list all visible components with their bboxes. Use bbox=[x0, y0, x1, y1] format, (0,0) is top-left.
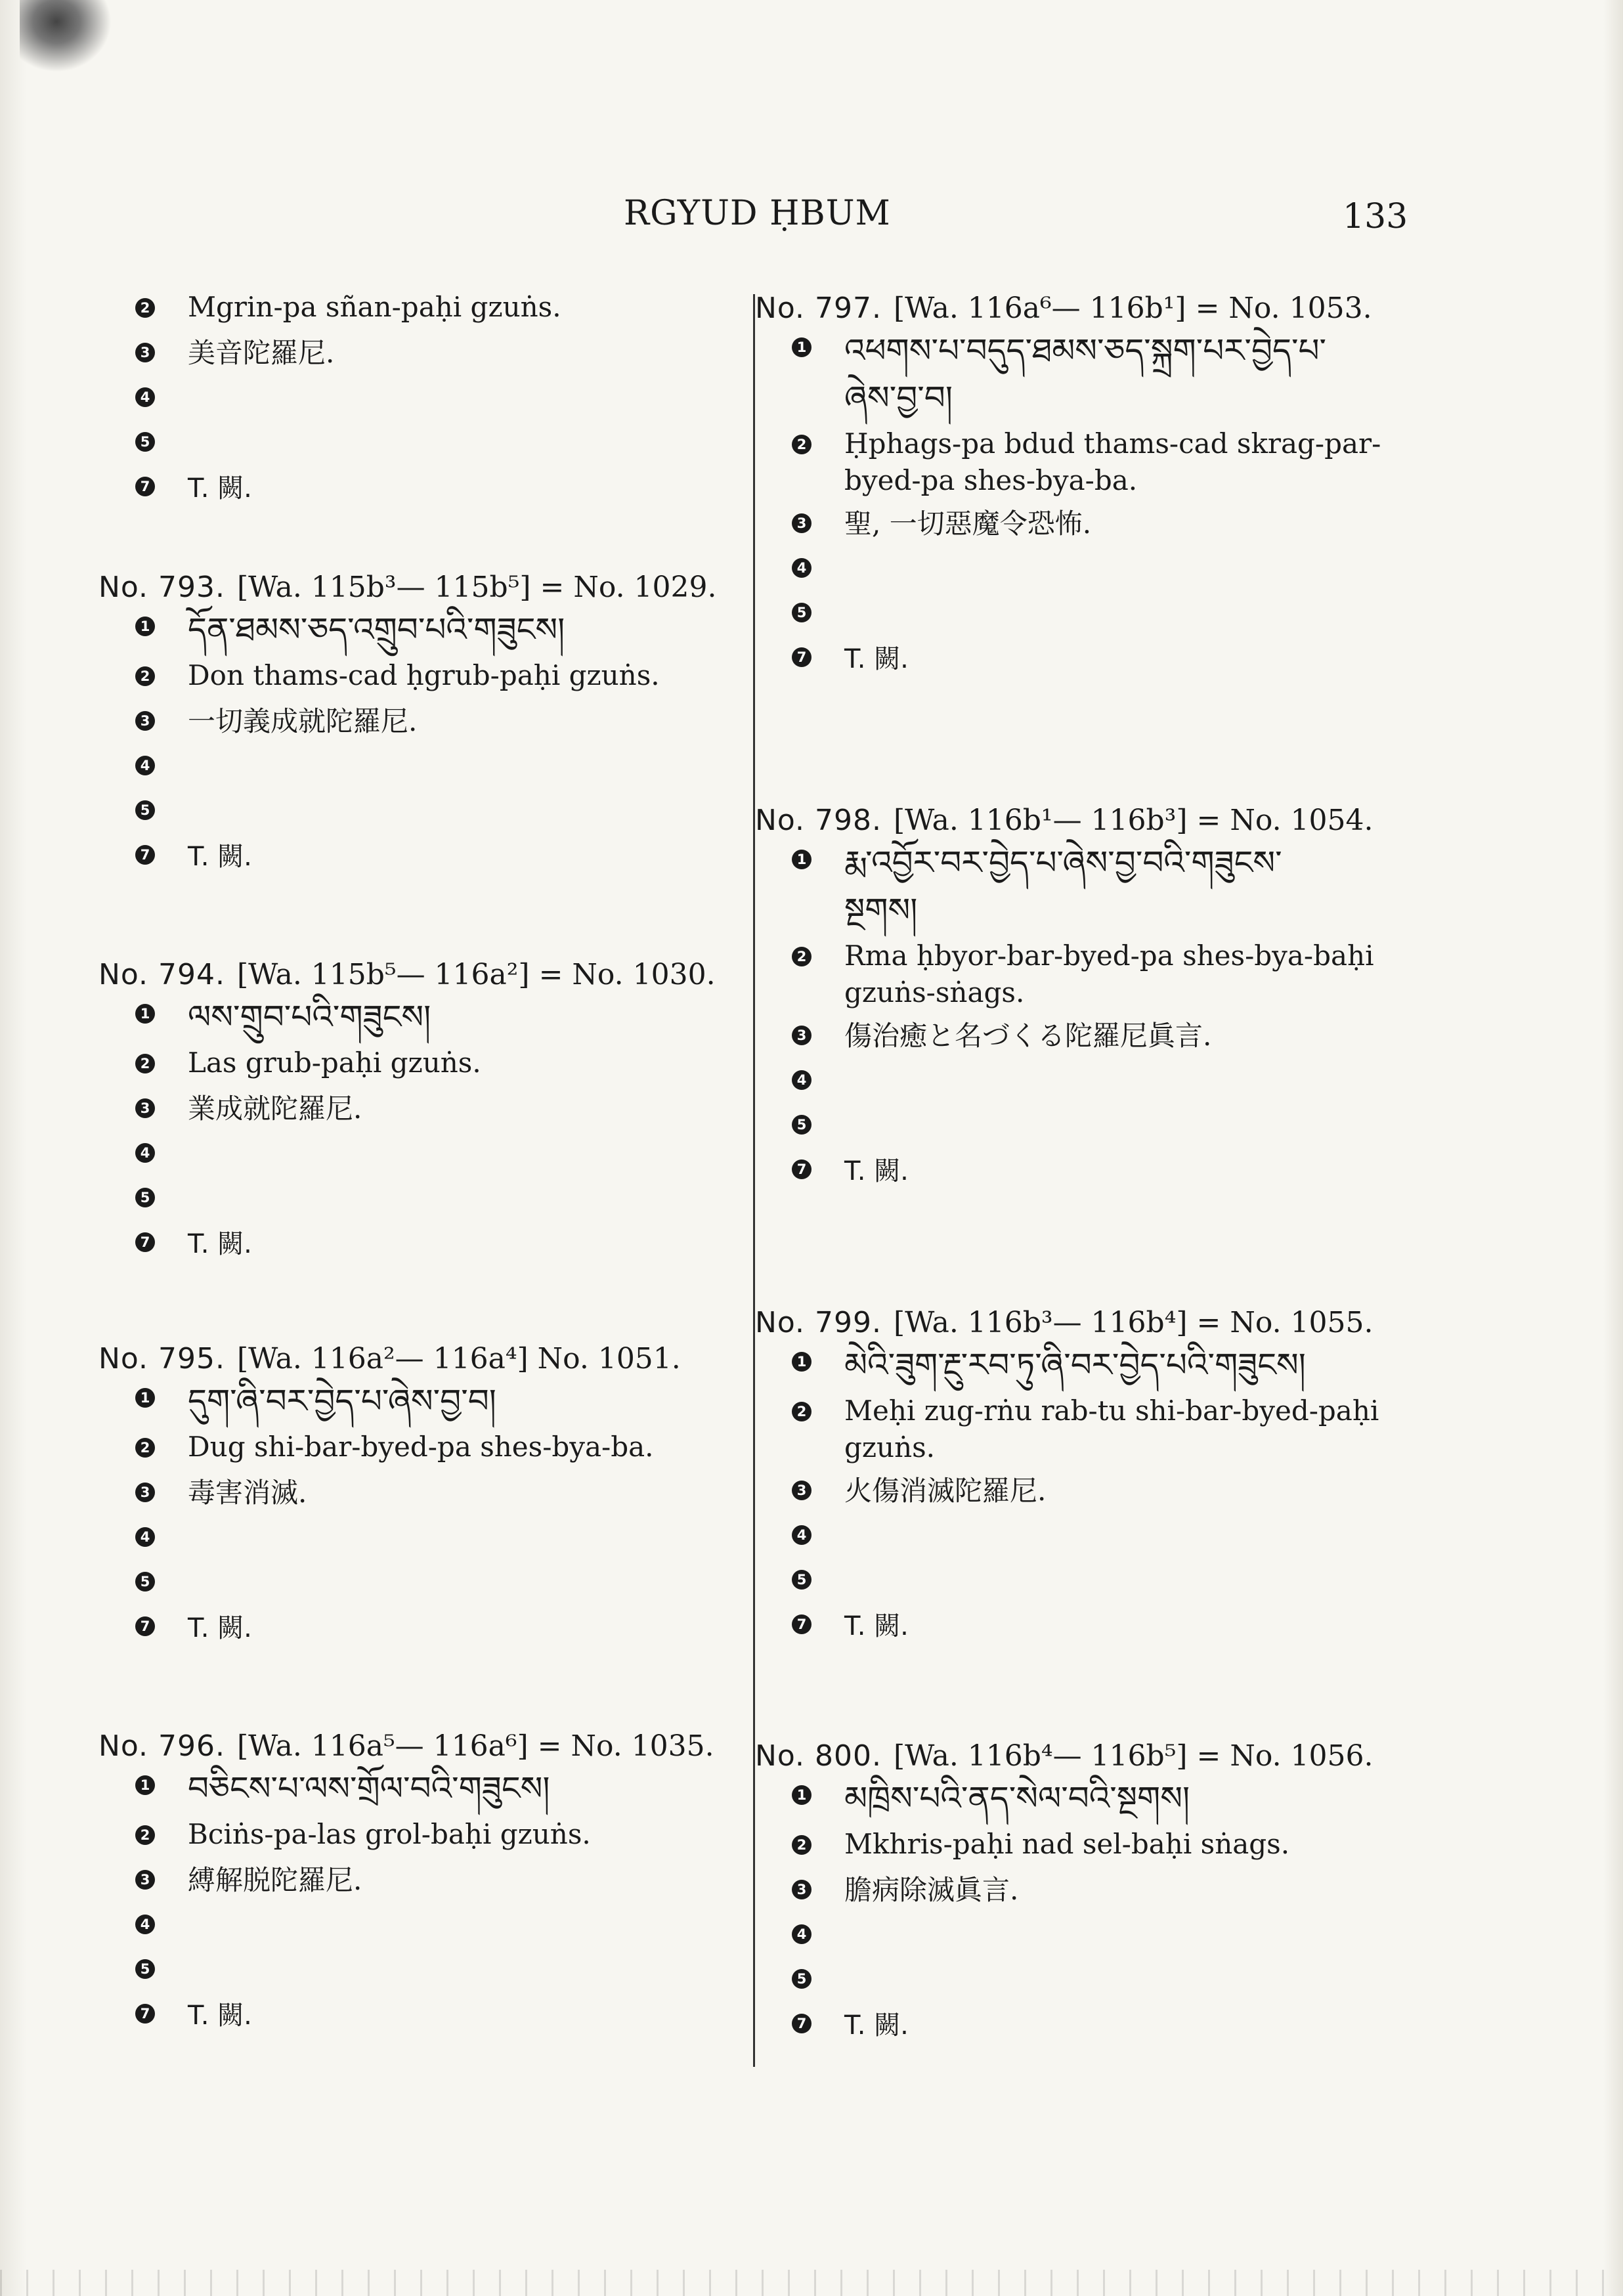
tohoku-note: T. 闕. bbox=[844, 1611, 909, 1641]
tibetan-title-line-2: སྔགས། bbox=[844, 891, 918, 929]
tohoku-note: T. 闕. bbox=[188, 842, 252, 872]
tibetan-title: ལས་གྲུབ་པའི་གཟུངས། bbox=[188, 998, 431, 1036]
marker-2: 2 bbox=[135, 1825, 155, 1845]
scan-bottom-noise bbox=[0, 2270, 1623, 2296]
entry-792-continued bbox=[98, 289, 716, 512]
romanized-title: Dug shi-bar-byed-pa shes-bya-ba. bbox=[188, 1431, 654, 1463]
marker-5: 5 bbox=[135, 1572, 155, 1592]
chinese-title: 聖, 一切惡魔令恐怖. bbox=[844, 508, 1092, 540]
entry-number: No. 800. bbox=[755, 1739, 882, 1773]
marker-3: 3 bbox=[135, 1870, 155, 1890]
chinese-title: 毒害消滅. bbox=[188, 1477, 307, 1509]
marker-2: 2 bbox=[135, 298, 155, 318]
tohoku-note: T. 闕. bbox=[844, 644, 909, 674]
marker-5: 5 bbox=[792, 603, 812, 622]
tibetan-title-line-2: ཞེས་བྱ་བ། bbox=[844, 379, 953, 417]
marker-3: 3 bbox=[792, 1026, 812, 1045]
tibetan-title: དུག་ཞི་བར་བྱེད་པ་ཞེས་བྱ་བ། bbox=[188, 1382, 496, 1420]
entry-number: No. 799. bbox=[755, 1306, 882, 1339]
entry-794 bbox=[98, 955, 716, 1268]
entry-reference: [Wa. 116b⁴— 116b⁵] = No. 1056. bbox=[894, 1739, 1374, 1773]
marker-7: 7 bbox=[792, 647, 812, 667]
marker-4: 4 bbox=[135, 1143, 155, 1163]
marker-4: 4 bbox=[135, 756, 155, 775]
marker-2: 2 bbox=[135, 1438, 155, 1458]
tibetan-title: མཁྲིས་པའི་ནད་སེལ་བའི་སྔགས། bbox=[844, 1779, 1190, 1817]
entry-number: No. 794. bbox=[98, 958, 226, 991]
chinese-title: 膽病除滅眞言. bbox=[844, 1874, 1019, 1906]
marker-5: 5 bbox=[792, 1115, 812, 1135]
entry-number: No. 793. bbox=[98, 571, 226, 604]
romanized-title: Las grub-paḥi gzuṅs. bbox=[188, 1047, 481, 1079]
entry-reference: [Wa. 116a²— 116a⁴] No. 1051. bbox=[237, 1342, 681, 1375]
romanized-title: Mkhris-paḥi nad sel-baḥi sṅags. bbox=[844, 1828, 1290, 1860]
tibetan-title: དོན་ཐམས་ཅད་འགྲུབ་པའི་གཟུངས། bbox=[188, 611, 565, 649]
marker-7: 7 bbox=[792, 1159, 812, 1179]
entry-number: No. 798. bbox=[755, 804, 882, 837]
marker-7: 7 bbox=[135, 845, 155, 865]
tibetan-title: བཅིངས་པ་ལས་གྲོལ་བའི་གཟུངས། bbox=[188, 1769, 550, 1808]
entry-number: No. 795. bbox=[98, 1342, 226, 1375]
marker-3: 3 bbox=[135, 343, 155, 362]
marker-3: 3 bbox=[135, 1483, 155, 1502]
marker-3: 3 bbox=[135, 711, 155, 731]
chinese-title: 一切義成就陀羅尼. bbox=[188, 705, 418, 737]
marker-5: 5 bbox=[135, 800, 155, 820]
entry-795 bbox=[98, 1339, 716, 1652]
entry-number: No. 797. bbox=[755, 292, 882, 325]
marker-2: 2 bbox=[792, 1402, 812, 1421]
scan-smudge bbox=[20, 0, 112, 72]
marker-4: 4 bbox=[135, 1915, 155, 1934]
tibetan-title-line-1: རྨ་འབྱོར་བར་བྱེད་པ་ཞེས་བྱ་བའི་གཟུངས་ bbox=[844, 844, 1282, 882]
running-header: RGYUD ḤBUM bbox=[624, 194, 891, 233]
marker-4: 4 bbox=[792, 1924, 812, 1944]
romanized-title: Mgrin-pa sñan-paḥi gzuṅs. bbox=[188, 291, 561, 323]
marker-7: 7 bbox=[135, 477, 155, 496]
marker-3: 3 bbox=[135, 1098, 155, 1118]
marker-3: 3 bbox=[792, 513, 812, 533]
entry-reference: [Wa. 116b³— 116b⁴] = No. 1055. bbox=[894, 1306, 1374, 1339]
entry-reference: [Wa. 116a⁶— 116b¹] = No. 1053. bbox=[894, 292, 1372, 325]
entry-reference: [Wa. 115b⁵— 116a²] = No. 1030. bbox=[237, 958, 716, 991]
marker-4: 4 bbox=[792, 1070, 812, 1090]
entry-number: No. 796. bbox=[98, 1729, 226, 1763]
marker-1: 1 bbox=[792, 1352, 812, 1372]
marker-3: 3 bbox=[792, 1880, 812, 1899]
tohoku-note: T. 闕. bbox=[188, 473, 252, 504]
marker-1: 1 bbox=[792, 850, 812, 869]
entry-793 bbox=[98, 568, 716, 880]
romanized-title-line-1: Meḥi zug-rṅu rab-tu shi-bar-byed-paḥi bbox=[844, 1395, 1379, 1427]
romanized-title: Don thams-cad ḥgrub-paḥi gzuṅs. bbox=[188, 659, 660, 691]
marker-7: 7 bbox=[135, 2004, 155, 2024]
marker-1: 1 bbox=[135, 617, 155, 636]
chinese-title: 美音陀羅尼. bbox=[188, 337, 335, 369]
romanized-title-line-2: gzuṅs-sṅags. bbox=[844, 976, 1025, 1008]
entry-799 bbox=[755, 1303, 1464, 1650]
entry-reference: [Wa. 115b³— 115b⁵] = No. 1029. bbox=[237, 571, 717, 604]
marker-4: 4 bbox=[792, 558, 812, 578]
marker-5: 5 bbox=[792, 1969, 812, 1989]
marker-2: 2 bbox=[135, 1054, 155, 1073]
marker-2: 2 bbox=[135, 666, 155, 686]
marker-2: 2 bbox=[792, 1835, 812, 1855]
entry-797 bbox=[755, 289, 1464, 683]
tohoku-note: T. 闕. bbox=[844, 2010, 909, 2041]
tohoku-note: T. 闕. bbox=[188, 1229, 252, 1259]
romanized-title: Bciṅs-pa-las grol-baḥi gzuṅs. bbox=[188, 1818, 591, 1850]
marker-5: 5 bbox=[135, 1188, 155, 1207]
marker-1: 1 bbox=[135, 1775, 155, 1795]
chinese-title: 業成就陀羅尼. bbox=[188, 1093, 362, 1125]
marker-7: 7 bbox=[135, 1616, 155, 1636]
marker-5: 5 bbox=[792, 1570, 812, 1590]
marker-5: 5 bbox=[135, 1959, 155, 1979]
marker-7: 7 bbox=[792, 1614, 812, 1634]
entry-reference: [Wa. 116b¹— 116b³] = No. 1054. bbox=[894, 804, 1374, 837]
romanized-title-line-1: Ḥphags-pa bdud thams-cad skrag-par- bbox=[844, 427, 1381, 460]
marker-4: 4 bbox=[792, 1525, 812, 1545]
marker-2: 2 bbox=[792, 947, 812, 966]
marker-4: 4 bbox=[135, 387, 155, 407]
romanized-title-line-1: Rma ḥbyor-bar-byed-pa shes-bya-baḥi bbox=[844, 940, 1374, 972]
marker-1: 1 bbox=[135, 1388, 155, 1408]
marker-2: 2 bbox=[792, 435, 812, 454]
tohoku-note: T. 闕. bbox=[188, 1613, 252, 1643]
chinese-title: 傷治癒と名づくる陀羅尼眞言. bbox=[844, 1020, 1212, 1052]
tibetan-title-line-1: འཕགས་པ་བདུད་ཐམས་ཅད་སྐྲག་པར་བྱེད་པ་ bbox=[844, 332, 1326, 370]
marker-1: 1 bbox=[135, 1004, 155, 1024]
marker-1: 1 bbox=[792, 337, 812, 357]
page-number: 133 bbox=[1343, 197, 1408, 236]
entry-796 bbox=[98, 1727, 716, 2039]
marker-4: 4 bbox=[135, 1527, 155, 1547]
marker-1: 1 bbox=[792, 1785, 812, 1805]
marker-7: 7 bbox=[792, 2014, 812, 2033]
chinese-title: 火傷消滅陀羅尼. bbox=[844, 1475, 1047, 1507]
marker-7: 7 bbox=[135, 1232, 155, 1252]
entry-798 bbox=[755, 801, 1464, 1195]
tohoku-note: T. 闕. bbox=[188, 2001, 252, 2031]
chinese-title: 縛解脱陀羅尼. bbox=[188, 1864, 362, 1896]
tohoku-note: T. 闕. bbox=[844, 1156, 909, 1186]
page-right-edge bbox=[1603, 0, 1623, 2296]
marker-5: 5 bbox=[135, 432, 155, 452]
marker-3: 3 bbox=[792, 1481, 812, 1500]
entry-reference: [Wa. 116a⁵— 116a⁶] = No. 1035. bbox=[237, 1729, 714, 1763]
entry-800 bbox=[755, 1737, 1464, 2049]
page-left-edge bbox=[0, 0, 26, 2296]
romanized-title-line-2: byed-pa shes-bya-ba. bbox=[844, 464, 1138, 496]
romanized-title-line-2: gzuṅs. bbox=[844, 1431, 936, 1463]
tibetan-title: མེའི་ཟུག་རྔུ་རབ་ཏུ་ཞི་བར་བྱེད་པའི་གཟུངས། bbox=[844, 1346, 1306, 1384]
